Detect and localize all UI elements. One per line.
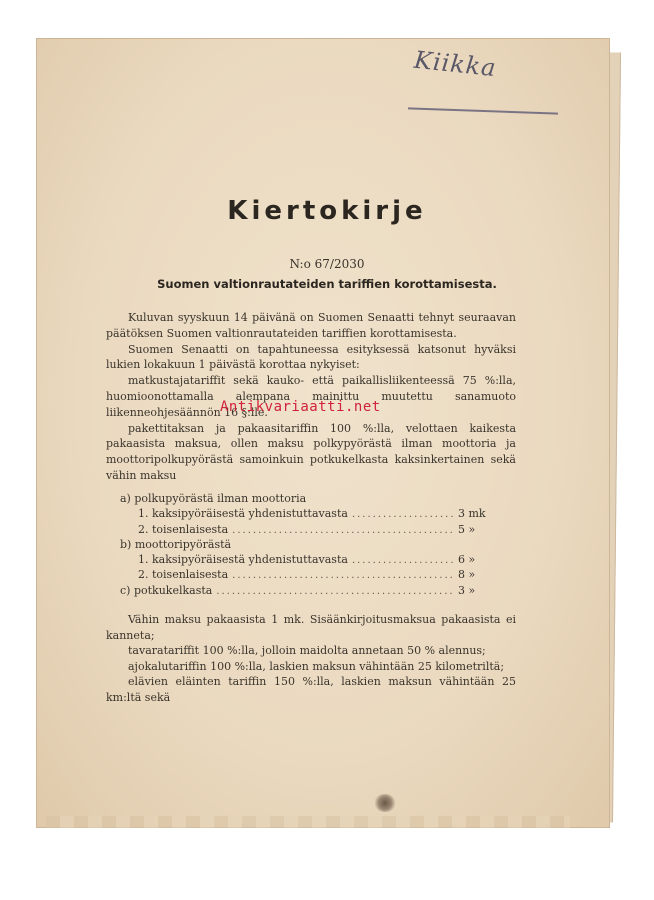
handwritten-note: Kiikka (412, 45, 498, 83)
list-heading: a) polkupyörästä ilman moottoria (120, 492, 307, 505)
list-item (120, 553, 498, 568)
paragraph: elävien eläinten tariffin 150 %:lla, laskien maksun vähintään 25 km:ltä sekä (106, 675, 516, 704)
list-label: 1. kaksipyöräisestä yhdenistuttavasta (138, 507, 348, 521)
fee-list (120, 492, 498, 599)
list-amount: 8 » (458, 568, 476, 582)
list-heading: b) moottoripyörästä (120, 537, 232, 551)
list-item (120, 584, 498, 599)
leader-dots (216, 586, 454, 597)
leader-dots (232, 525, 454, 536)
body-text (106, 310, 516, 484)
list-label: 2. toisenlaisesta (138, 522, 229, 536)
document-number: N:o 67/2030 (289, 257, 365, 271)
list-item (120, 538, 498, 553)
paragraph: tavaratariffit 100 %:lla, jolloin maidolta annetaan 50 % alennus; (128, 644, 486, 658)
list-item (120, 507, 498, 522)
paragraph: pakettitaksan ja pakaasitariffin 100 %:lla, velottaen kaikesta pakaasista maksua, ollen maksu polkypyörästä ilman moottoria ja moottoripolkupyörästä samoinkuin potkukelkasta kaksinkertainen sekä vähin maksu (106, 421, 516, 482)
paragraph: ajokalutariffin 100 %:lla, laskien maksun vähintään 25 kilometriltä; (128, 659, 505, 673)
leader-dots (352, 509, 454, 520)
list-amount: 6 » (458, 553, 476, 567)
list-label: 1. kaksipyöräisestä yhdenistuttavasta (138, 553, 348, 567)
list-amount: 3 » (458, 583, 476, 597)
list-amount: 3 mk (458, 507, 486, 521)
document-subtitle: Suomen valtionrautateiden tariffien korottamisesta. (157, 277, 497, 291)
paragraph: Suomen Senaatti on tapahtuneessa esityksessä katsonut hyväksi lukien lokakuun 1 päivästä korottaa nykyiset: (106, 342, 516, 372)
closing-text (106, 612, 516, 706)
list-amount: 5 » (458, 522, 476, 536)
leader-dots (352, 555, 454, 566)
paragraph: Vähin maksu pakaasista 1 mk. Sisäänkirjoitusmaksua pakaasista ei kanneta; (106, 613, 516, 642)
paper-bottom-edge (46, 816, 570, 828)
list-label: c) potkukelkasta (120, 583, 213, 597)
list-item (120, 492, 498, 507)
paragraph: matkustajatariffit sekä kauko- että paikallisliikenteessä 75 %:lla, huomioonottamalla alempana mainittu muutettu sanamuoto liikenneohjesäännön 16 §:lle. (106, 374, 516, 419)
list-item (120, 568, 498, 583)
watermark-link[interactable]: Antikvariaatti.net (220, 399, 381, 415)
document-title: Kiertokirje (227, 196, 427, 226)
list-item (120, 523, 498, 538)
list-label: 2. toisenlaisesta (138, 568, 229, 582)
leader-dots (232, 570, 454, 581)
paper-stain (374, 794, 396, 812)
paragraph: Kuluvan syyskuun 14 päivänä on Suomen Senaatti tehnyt seuraavan päätöksen Suomen valtionrautateiden tariffien korottamisesta. (106, 311, 516, 340)
